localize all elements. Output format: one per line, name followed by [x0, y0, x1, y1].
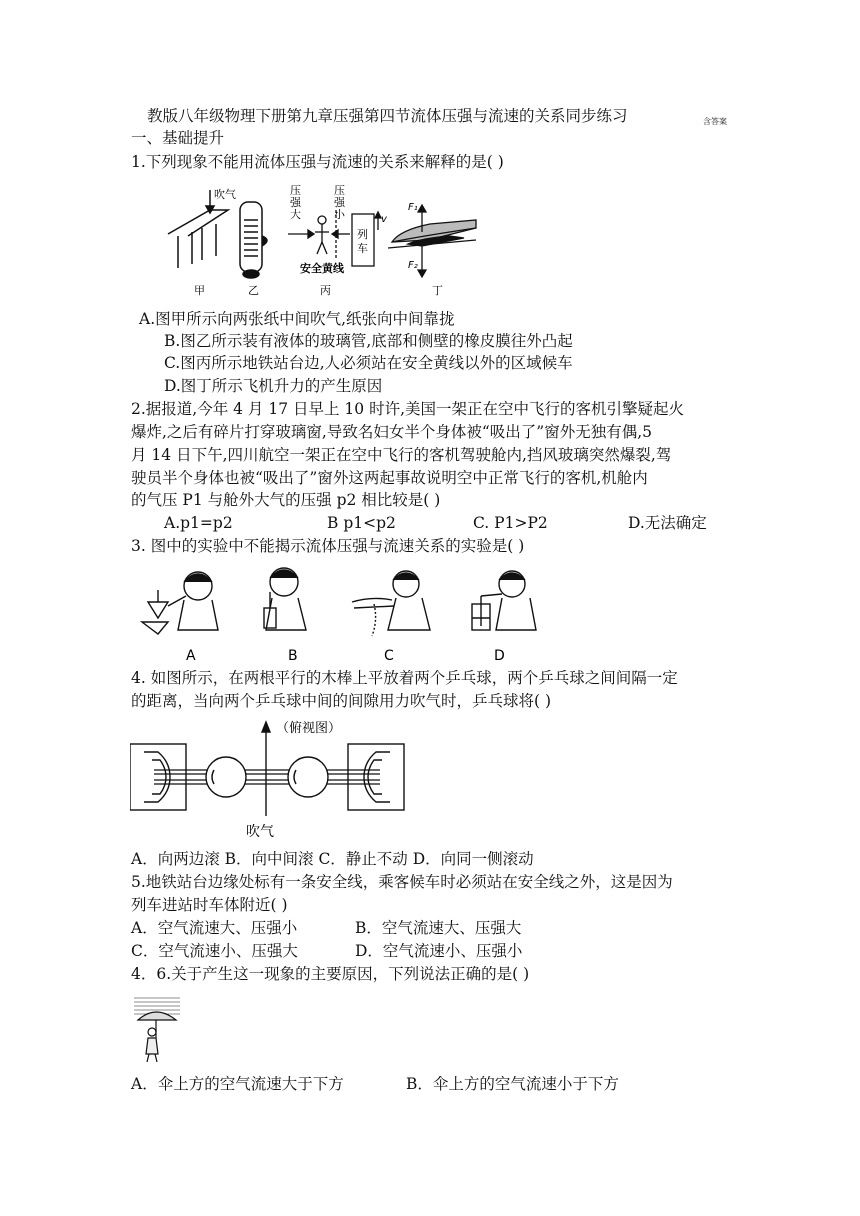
fig-label-train-2: 车	[357, 242, 368, 255]
q4-fig-left-block	[130, 744, 186, 810]
q1-figure	[160, 180, 480, 300]
q5-option-a: A．空气流速大、压强小	[131, 919, 298, 937]
q2-line-2: 爆炸,之后有碎片打穿玻璃窗,导致名妇女半个身体被“吸出了”窗外无独有偶,5	[131, 423, 652, 441]
fig-label-p-big-1: 压	[290, 184, 301, 197]
document-title: 教版八年级物理下册第九章压强第四节流体压强与流速的关系同步练习	[147, 107, 628, 125]
q6-option-a: A．伞上方的空气流速大于下方	[131, 1075, 344, 1093]
q4-line-1: 4. 如图所示，在两根平行的木棒上平放着两个乒乓球，两个乒乓球之间间隔一定	[131, 669, 678, 687]
q5-option-d: D．空气流速小、压强小	[355, 942, 523, 960]
q3-fig-b	[264, 568, 306, 630]
q6-option-b: B．伞上方的空气流速小于下方	[406, 1075, 619, 1093]
fig-label-p-small-1: 压	[334, 184, 345, 197]
section-heading: 一、基础提升	[131, 129, 225, 147]
q2-option-b: B p1<p2	[327, 514, 396, 532]
q5-line-1: 5.地铁站台边缘处标有一条安全线，乘客候车时必须站在安全线之外，这是因为	[131, 873, 673, 891]
fig-caption-bing: 丙	[320, 284, 331, 297]
q4-fig-rods	[154, 770, 380, 784]
q1-option-c: C.图丙所示地铁站台边,人必须站在安全黄线以外的区域候车	[164, 354, 573, 372]
q5-option-c: C．空气流速小、压强大	[131, 942, 298, 960]
fig-caption-yi: 乙	[248, 284, 259, 297]
q2-line-5: 的气压 P1 与舱外大气的压强 p2 相比较是( )	[131, 491, 441, 509]
q3-fig-a	[142, 572, 218, 634]
q1-option-a: A.图甲所示向两张纸中间吹气,纸张向中间靠拢	[139, 310, 455, 328]
fig-label-blow: 吹气	[214, 188, 236, 201]
fig-caption-ding: 丁	[432, 284, 443, 297]
fig-jia-papers	[168, 190, 228, 268]
q3-caption-d: D	[494, 648, 505, 664]
fig-yi-tube	[240, 202, 267, 278]
q4-fig-right-block	[348, 744, 404, 810]
fig-label-p-small-3: 小	[334, 208, 345, 221]
q3-fig-c	[352, 571, 430, 636]
q1-option-b: B.图乙所示装有液体的玻璃管,底部和侧壁的橡皮膜往外凸起	[164, 332, 573, 350]
q5-line-2: 列车进站时车体附近( )	[131, 896, 288, 914]
q4-fig-balls	[206, 757, 328, 797]
q2-line-3: 月 14 日下午,四川航空一架正在空中飞行的客机驾驶舱内,挡风玻璃突然爆裂,驾	[131, 446, 672, 464]
q2-line-4: 驶员半个身体也被“吸出了”窗外这两起事故说明空中正常飞行的客机,机舱内	[131, 469, 648, 487]
q4-fig-label-blow: 吹气	[246, 824, 274, 840]
fig-label-p-big-2: 强	[290, 196, 301, 209]
fig-label-p-small-2: 强	[334, 196, 345, 209]
q6-figure-umbrella	[132, 992, 184, 1066]
q2-option-a: A.p1=p2	[164, 514, 233, 532]
q3-stem: 3. 图中的实验中不能揭示流体压强与流速关系的实验是( )	[131, 537, 525, 555]
fig-label-f1: F₁	[408, 202, 418, 213]
q4-figure	[130, 716, 420, 842]
fig-label-v: v	[381, 214, 387, 225]
q3-caption-a: A	[186, 648, 196, 664]
q1-option-d: D.图丁所示飞机升力的产生原因	[164, 377, 383, 395]
q6-stem: 4．6.关于产生这一现象的主要原因，下列说法正确的是( )	[131, 965, 530, 983]
q4-fig-blow-arrow	[262, 722, 270, 816]
fig-label-train-1: 列	[357, 228, 368, 241]
q2-option-c: C. P1>P2	[473, 514, 548, 532]
fig-label-p-big-3: 大	[290, 208, 301, 221]
q3-figure	[138, 560, 558, 670]
fig-label-f2: F₂	[408, 260, 418, 271]
answer-note: 含答案	[703, 117, 727, 126]
q4-line-2: 的距离，当向两个乒乓球中间的间隙用力吹气时，乒乓球将( )	[131, 692, 552, 710]
fig-label-safety-line: 安全黄线	[300, 262, 344, 275]
q2-option-d: D.无法确定	[628, 514, 707, 532]
q3-fig-d	[472, 571, 536, 630]
q5-option-b: B．空气流速大、压强大	[355, 919, 522, 937]
q2-line-1: 2.据报道,今年 4 月 17 日早上 10 时许,美国一架正在空中飞行的客机引擎疑起火	[131, 400, 685, 418]
q4-options: A．向两边滚 B．向中间滚 C．静止不动 D．向同一侧滚动	[131, 850, 534, 868]
fig-ding-wing	[388, 205, 476, 277]
q1-stem: 1.下列现象不能用流体压强与流速的关系来解释的是( )	[131, 153, 504, 171]
q3-caption-c: C	[384, 648, 394, 664]
q3-caption-b: B	[288, 648, 298, 664]
fig-caption-jia: 甲	[194, 284, 205, 297]
q4-fig-label-top-view: （俯视图）	[276, 721, 342, 736]
